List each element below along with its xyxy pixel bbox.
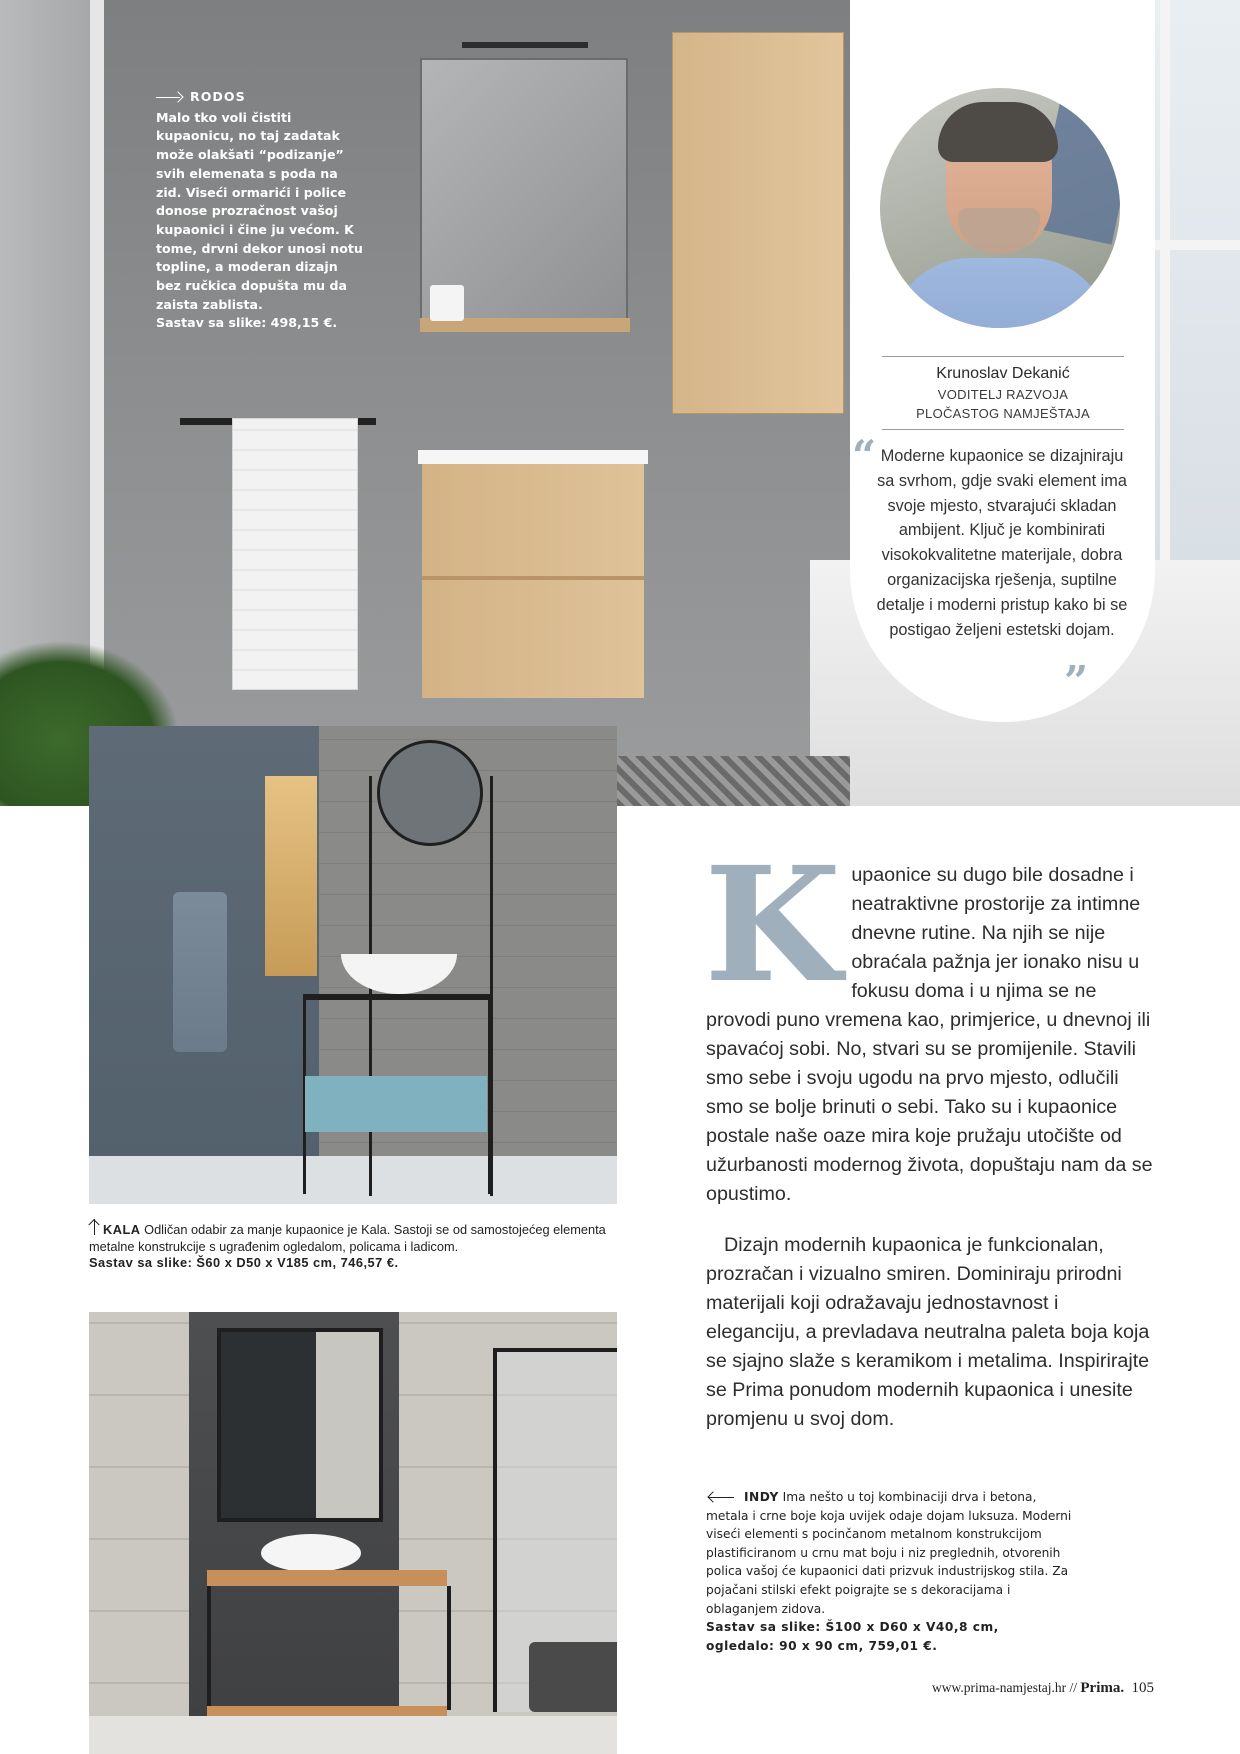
arrow-up-icon	[89, 1218, 101, 1236]
article-paragraph-2: Dizajn modernih kupaonica je funkcionalan, prozračan i vizualno smiren. Dominiraju prirodni materijali koji odražavaju jednostavnost i eleganciju, a prevladava neutralna paleta boja koja se sjajno slaže s keramikom i metalima. Inspirirajte se Prima ponudom modernih kupaonica i unesite promjenu u svoj dom.	[706, 1234, 1150, 1430]
open-quote-icon: “	[852, 431, 877, 480]
expert-role-line1: VODITELJ RAZVOJA	[937, 387, 1069, 402]
article-paragraph-1-text: upaonice su dugo bile dosadne i neatraktivne prostorije za intimne dnevne rutine. Na njih se nije obraćala pažnja jer ionako nisu u fokusu doma i u njima se ne provodi puno vremena kao, primjerice, u dnevnoj ili spavaćoj sobi. No, stvari su se promijenile. Stavili smo sebe i svoju ugodu na prvo mjesto, odlučili smo se bolje brinuti o sebi. Tako su i kupaonice postale naše oaze mira koje pružaju utočište od užurbanosti modernog života, dopuštaju nam da se opustimo.	[706, 864, 1153, 1205]
expert-credit	[882, 356, 1124, 430]
indy-price-line2: ogledalo: 90 x 90 cm, 759,01 €.	[706, 1638, 938, 1653]
mirror-lamp	[462, 42, 588, 48]
indy-title: INDY	[744, 1490, 779, 1504]
indy-price-line1: Sastav sa slike: Š100 x D60 x V40,8 cm,	[706, 1620, 999, 1635]
tall-wall-cabinet	[672, 32, 844, 414]
drop-cap: K	[704, 833, 842, 1018]
towel	[232, 418, 358, 690]
photo-kala	[89, 726, 617, 1204]
footer-separator: //	[1069, 1680, 1078, 1695]
photo-indy	[89, 1312, 617, 1754]
indy-caption	[706, 1488, 1082, 1655]
arrow-right-icon	[156, 92, 184, 104]
rodos-text: Malo tko voli čistiti kupaonicu, no taj zadatak može olakšati “podizanje” svih elemenata s poda na zid. Viseći ormarići i police donose prozračnost vašoj kupaonici i čine ju većom. K tome, drvni dekor unosi notu topline, a moderan dizajn bez ručkica dopušta mu da zaista zablista.	[156, 109, 363, 312]
rodos-price: Sastav sa slike: 498,15 €.	[156, 315, 338, 331]
footer-url[interactable]: www.prima-namjestaj.hr	[932, 1680, 1067, 1695]
kala-text: Odličan odabir za manje kupaonice je Kala. Sastoji se od samostojećeg elementa metalne konstrukcije s ugrađenim ogledalom, policama i ladicom.	[89, 1222, 606, 1254]
expert-quote: Moderne kupaonice se dizajniraju sa svrhom, gdje svaki element ima svoje mjesto, stvarajući skladan ambijent. Ključ je kombinirati visokokvalitetne materijale, dobra organizacijska rješenja, suptilne detalje i moderni pristup kako bi se postigao željeni estetski dojam.	[876, 447, 1128, 639]
article-paragraph-1	[704, 833, 1154, 1209]
toothbrush-cup	[430, 285, 464, 321]
rodos-title: RODOS	[190, 89, 246, 104]
expert-role-line2: PLOČASTOG NAMJEŠTAJA	[916, 406, 1090, 421]
page-footer	[880, 1680, 1154, 1697]
indy-text: Ima nešto u toj kombinaciji drva i betona, metala i crne boje koja uvijek odaje dojam luksuza. Moderni viseći elementi s pocinčanom metalnom konstrukcijom plastificiranom u crnu mat boju i niz preglednih, otvorenih polica vašoj će kupaonici dati prizvuk industrijskog stila. Za pojačani stilski efekt poigrajte se s dekoracijama i oblaganjem zidova.	[706, 1490, 1072, 1616]
article-body	[704, 833, 1154, 1434]
window	[1150, 0, 1240, 640]
footer-brand: Prima.	[1080, 1680, 1125, 1696]
kala-caption	[89, 1218, 617, 1272]
rodos-caption	[156, 88, 366, 333]
patterned-floor	[600, 756, 850, 806]
rodos-title-line	[156, 88, 366, 107]
kala-price: Sastav sa slike: Š60 x D50 x V185 cm, 746,57 €.	[89, 1255, 399, 1271]
expert-name: Krunoslav Dekanić	[936, 365, 1070, 382]
kala-title: KALA	[103, 1222, 141, 1237]
vanity-cabinet	[422, 458, 644, 698]
close-quote-icon: ”	[1064, 657, 1089, 706]
expert-portrait	[880, 88, 1120, 328]
page-number: 105	[1131, 1680, 1154, 1696]
arrow-left-icon	[706, 1492, 736, 1504]
